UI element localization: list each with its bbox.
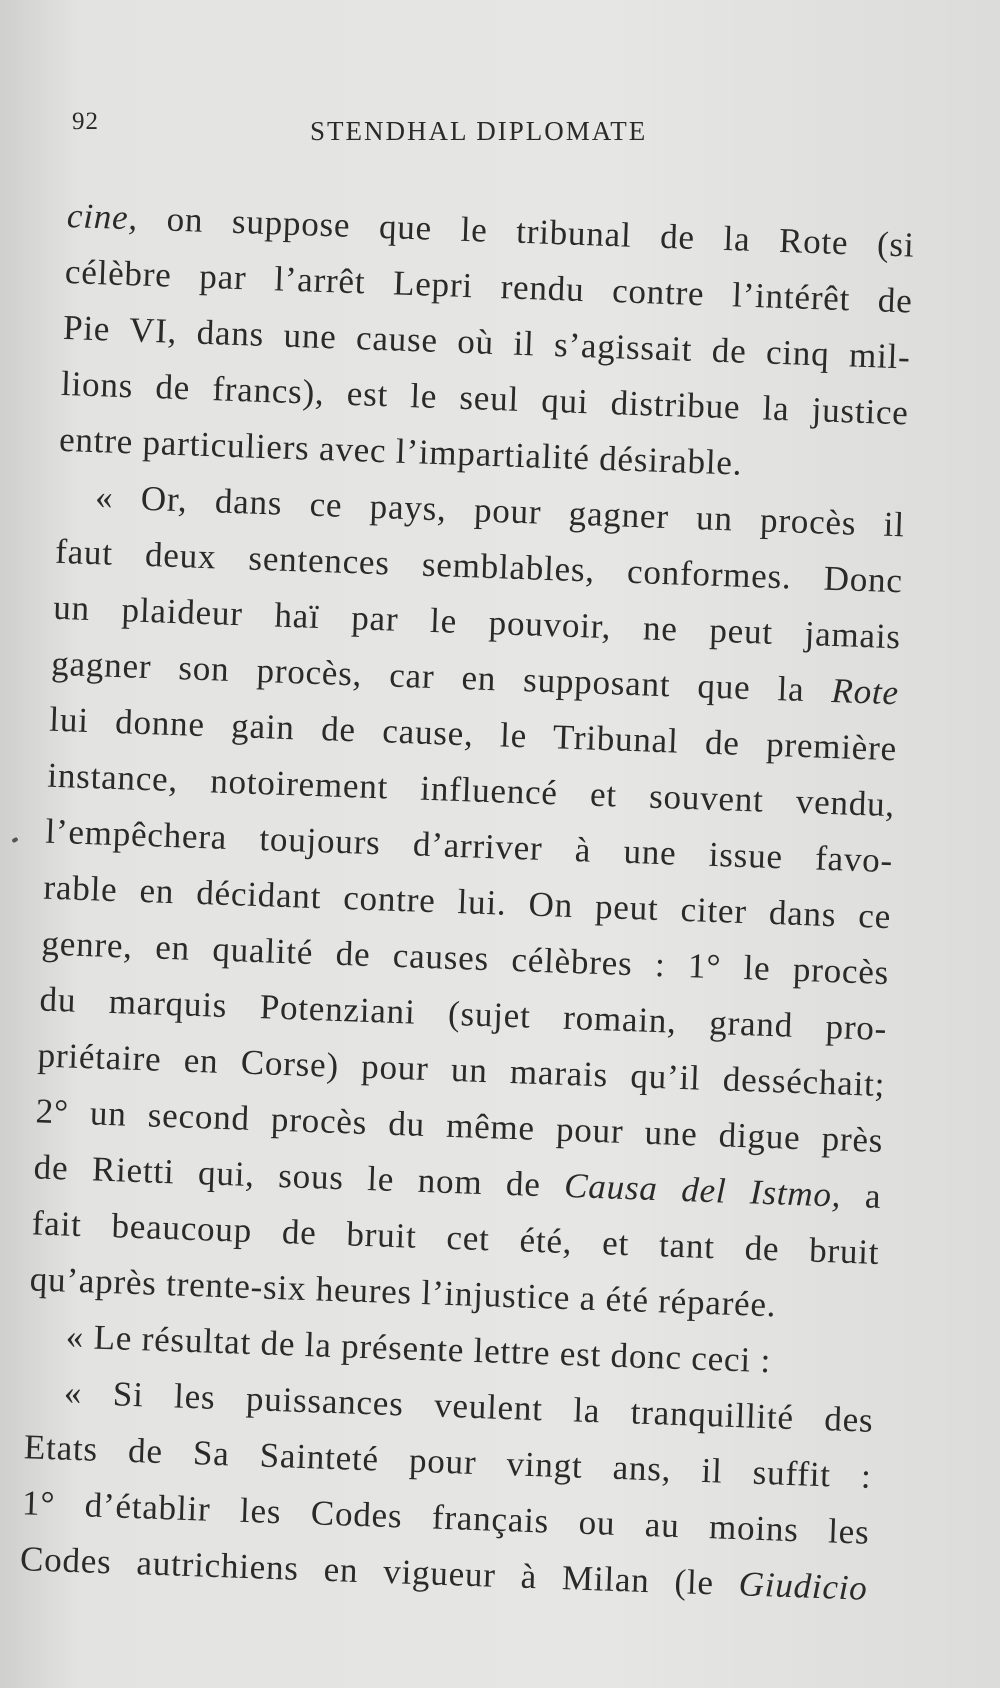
line-text: instance, notoirement influencé et souvent vendu, [46, 755, 896, 825]
line-text: genre, en qualité de causes célèbres : 1° le procès [40, 923, 890, 993]
line-text: on suppose que le tribunal de la Rote (si [137, 198, 916, 265]
body-text [19, 188, 915, 1617]
line-text: entre particuliers avec l’impartialité désirable. [58, 419, 743, 483]
line-text: lui donne gain de cause, le Tribunal de première [48, 699, 898, 769]
italic-text: Rote [830, 670, 900, 713]
line-text: Codes autrichiens en vigueur à Milan (le [19, 1539, 740, 1604]
line-text: « Le résultat de la présente lettre est donc ceci : [65, 1316, 772, 1381]
line-text: du marquis Potenziani (sujet romain, grand pro- [38, 979, 888, 1049]
line-text: lions de francs), est le seul qui distribue la justice [60, 363, 910, 433]
page-number: 92 [72, 108, 99, 135]
line-text: « Or, dans ce pays, pour gagner un procès il [94, 477, 906, 545]
line-text: rable en décidant contre lui. On peut citer dans ce [42, 867, 892, 937]
line-text: de Rietti qui, sous le nom de [33, 1147, 566, 1205]
line-text: « Si les puissances veulent la tranquillité des [63, 1372, 875, 1440]
line-text: célèbre par l’arrêt Lepri rendu contre l’intérêt de [64, 251, 914, 321]
line-text: 2° un second procès du même pour une digue près [35, 1091, 884, 1161]
line-text: Etats de Sa Sainteté pour vingt ans, il suffit : [23, 1427, 873, 1496]
margin-mark [11, 837, 18, 843]
running-title: STENDHAL DIPLOMATE [310, 116, 648, 146]
line-text: fait beaucoup de bruit cet été, et tant de bruit [31, 1203, 881, 1272]
line-text: a [840, 1175, 882, 1216]
line-text: l’empêchera toujours d’arriver à une issue favo- [44, 811, 894, 881]
italic-text: Giudicio [738, 1564, 869, 1608]
line-text: gagner son procès, car en supposant que la [50, 643, 833, 710]
italic-text: cine, [66, 195, 139, 238]
line-text: un plaideur haï par le pouvoir, ne peut jamais [52, 587, 902, 657]
line-text: 1° d’établir les Codes français ou au moins les [21, 1483, 871, 1552]
line-text: Pie VI, dans une cause où il s’agissait de cinq mil- [62, 307, 912, 377]
page-header [72, 108, 702, 148]
italic-text: Causa del Istmo, [563, 1165, 843, 1215]
line-text: faut deux sentences semblables, conformes. Donc [54, 531, 904, 601]
line-text: priétaire en Corse) pour un marais qu’il desséchait; [37, 1035, 886, 1105]
line-text: qu’après trente-six heures l’injustice a été réparée. [29, 1259, 778, 1325]
